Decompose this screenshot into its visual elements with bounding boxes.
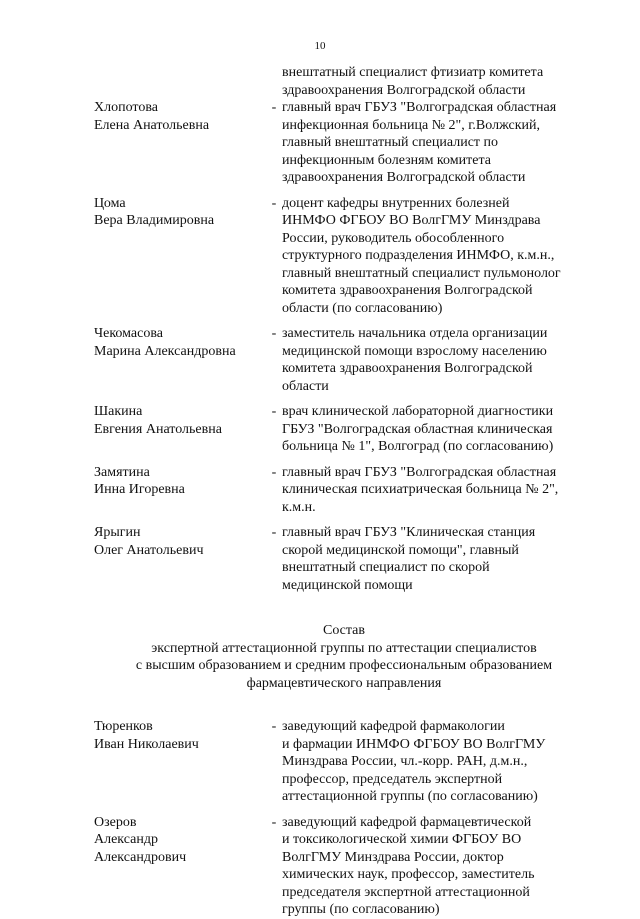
name-line: Инна Игоревна (94, 482, 185, 497)
role-line: области (по согласованию) (282, 300, 443, 316)
member-entry (94, 718, 594, 806)
document-body (94, 64, 594, 919)
member-role (282, 814, 586, 919)
role-line: ГБУЗ "Волгоградская областная клиническая (282, 421, 553, 437)
role-line: главный врач ГБУЗ "Клиническая станция (282, 525, 536, 540)
role-line: группы (по согласованию) (282, 902, 440, 917)
heading-line: экспертной аттестационной группы по аттестации специалистов (151, 640, 537, 656)
member-role (282, 195, 586, 318)
role-line: председателя экспертной аттестационной (282, 884, 530, 900)
name-line: Чекомасова (94, 326, 163, 341)
name-line: Евгения Анатольевна (94, 421, 222, 437)
section-heading (94, 622, 594, 692)
role-line: главный врач ГБУЗ "Волгоградская областная (282, 464, 557, 480)
role-line: больница № 1", Волгоград (по согласованию) (282, 439, 554, 454)
name-line: Замятина (94, 464, 150, 480)
role-line: здравоохранения Волгоградской области (282, 82, 526, 98)
member-entry (94, 195, 594, 318)
member-entry (94, 403, 594, 456)
role-line: здравоохранения Волгоградской области (282, 170, 526, 185)
name-line: Елена Анатольевна (94, 117, 210, 133)
role-line: скорой медицинской помощи", главный (282, 542, 519, 558)
dash: - (271, 195, 277, 211)
name-line: Хлопотова (94, 100, 158, 115)
role-line: профессор, председатель экспертной (282, 771, 503, 787)
role-line: клиническая психиатрическая больница № 2", (282, 482, 559, 497)
member-role (282, 99, 586, 187)
member-name (94, 814, 266, 919)
role-line: и токсикологической химии ФГБОУ ВО (282, 832, 522, 847)
member-entry (94, 325, 594, 395)
role-line: комитета здравоохранения Волгоградской (282, 361, 533, 376)
name-line: Шакина (94, 404, 143, 419)
member-role (282, 464, 586, 517)
role-line: и фармации ИНМФО ФГБОУ ВО ВолгГМУ (282, 736, 546, 752)
member-role (282, 325, 586, 395)
role-line: ИНМФО ФГБОУ ВО ВолгГМУ Минздрава (282, 213, 541, 228)
role-line: химических наук, профессор, заместитель (282, 867, 535, 882)
member-name (94, 403, 266, 456)
role-line: заведующий кафедрой фармакологии (282, 719, 505, 734)
heading-line: фармацевтического направления (246, 675, 442, 691)
dash: - (271, 404, 277, 419)
role-line: заместитель начальника отдела организации (282, 326, 548, 341)
dash: - (271, 814, 277, 830)
member-entry (94, 524, 594, 594)
name-line: Александр (94, 832, 158, 847)
role-line: доцент кафедры внутренних болезней (282, 195, 510, 211)
role-line: области (282, 378, 329, 394)
role-line: ВолгГМУ Минздрава России, доктор (282, 849, 504, 865)
name-line: Александрович (94, 849, 187, 865)
member-name (94, 524, 266, 594)
name-line: Марина Александровна (94, 343, 236, 359)
member-entry (94, 814, 594, 919)
name-line: Тюренков (94, 719, 153, 734)
dash: - (271, 464, 277, 480)
member-role (282, 403, 586, 456)
heading-line: с высшим образованием и средним профессиональным образованием (135, 658, 553, 673)
role-line: инфекционная больница № 2", г.Волжский, (282, 117, 540, 133)
role-line: комитета здравоохранения Волгоградской (282, 283, 533, 298)
heading-line: Состав (322, 623, 365, 638)
role-line: Минздрава России, чл.-корр. РАН, д.м.н., (282, 754, 528, 769)
member-name (94, 195, 266, 318)
continuation-role (282, 64, 586, 99)
member-role (282, 524, 586, 594)
name-line: Ярыгин (94, 525, 141, 540)
role-line: внештатный специалист фтизиатр комитета (282, 65, 544, 80)
role-line: внештатный специалист по скорой (282, 560, 490, 575)
role-line: к.м.н. (282, 499, 316, 515)
name-line: Озеров (94, 814, 137, 830)
role-line: заведующий кафедрой фармацевтической (282, 814, 532, 830)
name-line: Цома (94, 195, 126, 211)
role-line: главный внештатный специалист по (282, 135, 499, 150)
role-line: медицинской помощи взрослому населению (282, 343, 547, 359)
member-name (94, 718, 266, 806)
member-entry (94, 464, 594, 517)
name-line: Вера Владимировна (94, 213, 215, 228)
name-line: Олег Анатольевич (94, 542, 204, 558)
role-line: главный внештатный специалист пульмонолог (282, 265, 561, 281)
member-name (94, 325, 266, 395)
name-line: Иван Николаевич (94, 736, 199, 752)
member-name (94, 99, 266, 187)
role-line: аттестационной группы (по согласованию) (282, 789, 538, 804)
page-number: 10 (314, 40, 326, 52)
role-line: инфекционным болезням комитета (282, 152, 491, 168)
member-name (94, 464, 266, 517)
role-line: России, руководитель обособленного (282, 230, 505, 246)
dash: - (271, 100, 277, 115)
dash: - (271, 525, 277, 540)
continuation-entry (94, 64, 594, 99)
role-line: главный врач ГБУЗ "Волгоградская областная (282, 100, 557, 115)
member-role (282, 718, 586, 806)
role-line: медицинской помощи (282, 577, 413, 593)
member-entry (94, 99, 594, 187)
dash: - (271, 719, 277, 734)
role-line: врач клинической лабораторной диагностики (282, 404, 554, 419)
role-line: структурного подразделения ИНМФО, к.м.н., (282, 248, 555, 263)
dash: - (271, 326, 277, 341)
